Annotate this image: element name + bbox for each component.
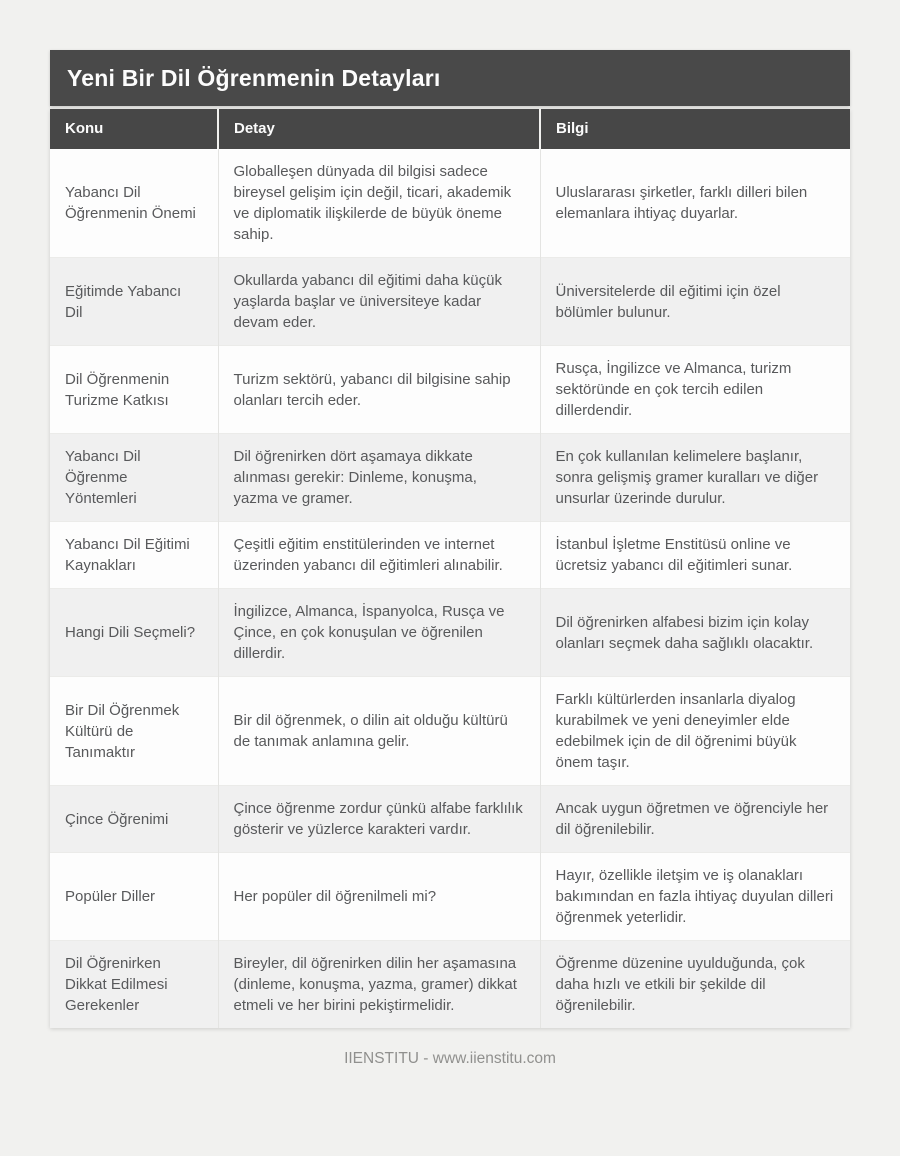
cell-detay: Globalleşen dünyada dil bilgisi sadece bireysel gelişim için değil, ticari, akademik ve diplomatik ilişkilerde de büyük öneme sahip.: [218, 149, 540, 258]
language-details-card: [50, 50, 850, 1028]
table-row: [50, 346, 850, 434]
table-row: [50, 522, 850, 589]
column-header-konu: Konu: [50, 109, 218, 149]
cell-bilgi: Farklı kültürlerden insanlarla diyalog kurabilmek ve yeni deneyimler elde edebilmek için de dil öğrenimi büyük önem taşır.: [540, 677, 850, 786]
table-header: [50, 109, 850, 149]
cell-detay: Bir dil öğrenmek, o dilin ait olduğu kültürü de tanımak anlamına gelir.: [218, 677, 540, 786]
cell-konu: Çince Öğrenimi: [50, 786, 218, 853]
header-row: [50, 109, 850, 149]
cell-detay: Çince öğrenme zordur çünkü alfabe farklılık gösterir ve yüzlerce karakteri vardır.: [218, 786, 540, 853]
table-row: [50, 853, 850, 941]
table-row: [50, 589, 850, 677]
cell-konu: Popüler Diller: [50, 853, 218, 941]
cell-konu: Hangi Dili Seçmeli?: [50, 589, 218, 677]
table-row: [50, 677, 850, 786]
cell-detay: Bireyler, dil öğrenirken dilin her aşamasına (dinleme, konuşma, yazma, gramer) dikkat etmeli ve her birini pekiştirmelidir.: [218, 941, 540, 1029]
cell-bilgi: Uluslararası şirketler, farklı dilleri bilen elemanlara ihtiyaç duyarlar.: [540, 149, 850, 258]
column-header-bilgi: Bilgi: [540, 109, 850, 149]
footer-credit: IIENSTITU - www.iienstitu.com: [344, 1050, 556, 1067]
cell-bilgi: Öğrenme düzenine uyulduğunda, çok daha hızlı ve etkili bir şekilde dil öğrenilebilir.: [540, 941, 850, 1029]
cell-bilgi: En çok kullanılan kelimelere başlanır, sonra gelişmiş gramer kuralları ve diğer unsurlar üzerinde durulur.: [540, 434, 850, 522]
cell-detay: Her popüler dil öğrenilmeli mi?: [218, 853, 540, 941]
cell-bilgi: Ancak uygun öğretmen ve öğrenciyle her dil öğrenilebilir.: [540, 786, 850, 853]
cell-konu: Dil Öğrenirken Dikkat Edilmesi Gerekenler: [50, 941, 218, 1029]
table-row: [50, 149, 850, 258]
table-row: [50, 786, 850, 853]
table-row: [50, 434, 850, 522]
cell-konu: Yabancı Dil Öğrenme Yöntemleri: [50, 434, 218, 522]
cell-bilgi: Rusça, İngilizce ve Almanca, turizm sektöründe en çok tercih edilen dillerdendir.: [540, 346, 850, 434]
table-body: [50, 149, 850, 1028]
cell-bilgi: Üniversitelerde dil eğitimi için özel bölümler bulunur.: [540, 258, 850, 346]
cell-konu: Eğitimde Yabancı Dil: [50, 258, 218, 346]
table-row: [50, 941, 850, 1029]
column-header-detay: Detay: [218, 109, 540, 149]
cell-bilgi: Dil öğrenirken alfabesi bizim için kolay olanları seçmek daha sağlıklı olacaktır.: [540, 589, 850, 677]
cell-konu: Bir Dil Öğrenmek Kültürü de Tanımaktır: [50, 677, 218, 786]
cell-detay: Dil öğrenirken dört aşamaya dikkate alınması gerekir: Dinleme, konuşma, yazma ve gramer.: [218, 434, 540, 522]
cell-konu: Yabancı Dil Öğrenmenin Önemi: [65, 184, 196, 222]
cell-detay: Okullarda yabancı dil eğitimi daha küçük yaşlarda başlar ve üniversiteye kadar devam eder.: [218, 258, 540, 346]
cell-konu: Dil Öğrenmenin Turizme Katkısı: [50, 346, 218, 434]
page-title: Yeni Bir Dil Öğrenmenin Detayları: [50, 50, 850, 106]
cell-detay: İngilizce, Almanca, İspanyolca, Rusça ve Çince, en çok konuşulan ve öğrenilen dillerdir.: [218, 589, 540, 677]
cell-detay: Turizm sektörü, yabancı dil bilgisine sahip olanları tercih eder.: [218, 346, 540, 434]
table-row: [50, 258, 850, 346]
cell-konu: Yabancı Dil Eğitimi Kaynakları: [50, 522, 218, 589]
cell-bilgi: Hayır, özellikle iletşim ve iş olanakları bakımından en fazla ihtiyaç duyulan dilleri öğrenmek yeterlidir.: [540, 853, 850, 941]
cell-bilgi: İstanbul İşletme Enstitüsü online ve ücretsiz yabancı dil eğitimleri sunar.: [540, 522, 850, 589]
cell-detay: Çeşitli eğitim enstitülerinden ve internet üzerinden yabancı dil eğitimleri alınabilir.: [218, 522, 540, 589]
details-table: [50, 109, 850, 1028]
